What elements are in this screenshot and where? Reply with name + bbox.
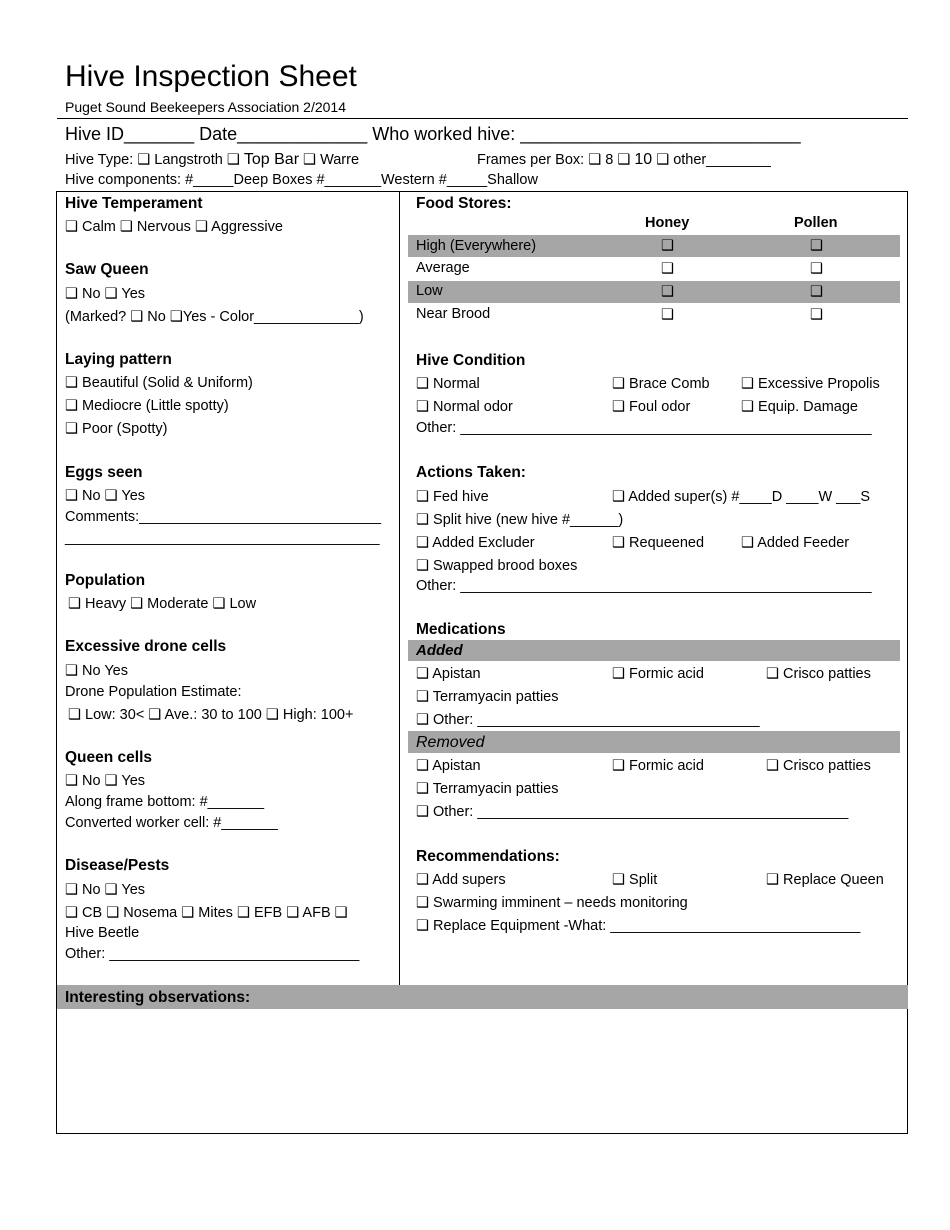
eggs-options[interactable]: ❑ No ❑ Yes [65, 488, 146, 504]
condition-normal-odor[interactable]: ❑ Normal odor [416, 399, 513, 415]
added-other-field[interactable]: ❑ Other: ___________________________________ [416, 712, 760, 728]
rec-add-supers[interactable]: ❑ Add supers [416, 872, 506, 888]
laying-heading: Laying pattern [65, 351, 172, 368]
food-stores-heading: Food Stores: [416, 195, 512, 212]
recommendations-heading: Recommendations: [416, 848, 560, 865]
hive-type-rest[interactable]: ❑ Warre [303, 152, 360, 168]
rec-replace-equipment[interactable]: ❑ Replace Equipment -What: _______________________________ [416, 918, 861, 934]
action-requeened[interactable]: ❑ Requeened [612, 535, 705, 551]
honey-checkbox[interactable]: ❑ [661, 238, 674, 254]
hive-condition-heading: Hive Condition [416, 352, 526, 369]
condition-propolis[interactable]: ❑ Excessive Propolis [741, 376, 880, 392]
action-added-feeder[interactable]: ❑ Added Feeder [741, 535, 850, 551]
disease-other-field[interactable]: Other: _______________________________ [65, 946, 360, 962]
rec-split[interactable]: ❑ Split [612, 872, 658, 888]
medications-heading: Medications [416, 621, 506, 638]
removed-apistan[interactable]: ❑ Apistan [416, 758, 481, 774]
temperament-options[interactable]: ❑ Calm ❑ Nervous ❑ Aggressive [65, 219, 283, 235]
drone-estimate-label: Drone Population Estimate: [65, 684, 242, 700]
frames-rest[interactable]: ❑ other________ [656, 152, 771, 168]
food-row-label: Low [416, 283, 443, 299]
removed-subheading: Removed [416, 734, 485, 751]
eggs-comments[interactable]: Comments:______________________________ [65, 509, 382, 525]
queen-marked-options[interactable]: (Marked? ❑ No ❑Yes - Color_____________) [65, 309, 364, 325]
saw-queen-heading: Saw Queen [65, 261, 149, 278]
added-terramycin[interactable]: ❑ Terramyacin patties [416, 689, 559, 705]
action-swapped-brood[interactable]: ❑ Swapped brood boxes [416, 558, 578, 574]
pollen-checkbox[interactable]: ❑ [810, 238, 823, 254]
page-subtitle: Puget Sound Beekeepers Association 2/2014 [65, 99, 346, 115]
added-apistan[interactable]: ❑ Apistan [416, 666, 481, 682]
disease-list[interactable]: ❑ CB ❑ Nosema ❑ Mites ❑ EFB ❑ AFB ❑ [65, 905, 348, 921]
pollen-checkbox[interactable]: ❑ [810, 261, 823, 277]
header-divider [57, 118, 908, 119]
disease-heading: Disease/Pests [65, 857, 170, 874]
hive-type-label[interactable]: Hive Type: ❑ Langstroth ❑ [65, 152, 240, 168]
removed-terramycin[interactable]: ❑ Terramyacin patties [416, 781, 559, 797]
hive-id-line[interactable]: Hive ID_______ Date_____________ Who worked hive: ____________________________ [65, 124, 801, 144]
removed-other-field[interactable]: ❑ Other: ______________________________________________ [416, 804, 849, 820]
drone-heading: Excessive drone cells [65, 638, 227, 655]
laying-option-poor[interactable]: ❑ Poor (Spotty) [65, 421, 168, 437]
action-split-hive[interactable]: ❑ Split hive (new hive #______) [416, 512, 624, 528]
removed-crisco-patties[interactable]: ❑ Crisco patties [766, 758, 871, 774]
temperament-heading: Hive Temperament [65, 195, 203, 212]
honey-checkbox[interactable]: ❑ [661, 261, 674, 277]
drone-options[interactable]: ❑ No Yes [65, 663, 128, 679]
honey-checkbox[interactable]: ❑ [661, 284, 674, 300]
queen-cells-options[interactable]: ❑ No ❑ Yes [65, 773, 146, 789]
observations-area[interactable] [57, 1009, 907, 1133]
food-row-label: Average [416, 260, 470, 276]
frames-10[interactable]: 10 [634, 151, 653, 168]
condition-equip-damage[interactable]: ❑ Equip. Damage [741, 399, 858, 415]
food-row-label: High (Everywhere) [416, 238, 537, 254]
hive-type-row[interactable] [65, 151, 359, 169]
observations-heading: Interesting observations: [65, 989, 251, 1006]
removed-formic-acid[interactable]: ❑ Formic acid [612, 758, 704, 774]
pollen-checkbox[interactable]: ❑ [810, 284, 823, 300]
frames-label[interactable]: Frames per Box: ❑ 8 ❑ [477, 152, 631, 168]
hive-components[interactable]: Hive components: #_____Deep Boxes #_______Western #_____Shallow [65, 172, 538, 188]
action-added-supers[interactable]: ❑ Added super(s) #____D ____W ___S [612, 489, 871, 505]
disease-options[interactable]: ❑ No ❑ Yes [65, 882, 146, 898]
saw-queen-options[interactable]: ❑ No ❑ Yes [65, 286, 146, 302]
condition-normal[interactable]: ❑ Normal [416, 376, 480, 392]
disease-list-beetle: Hive Beetle [65, 925, 140, 941]
rec-replace-queen[interactable]: ❑ Replace Queen [766, 872, 884, 888]
pollen-column-header: Pollen [794, 215, 838, 231]
added-subheading: Added [416, 642, 463, 659]
eggs-heading: Eggs seen [65, 464, 143, 481]
column-divider [399, 191, 400, 985]
hive-type-topbar[interactable]: Top Bar [243, 151, 300, 168]
condition-brace-comb[interactable]: ❑ Brace Comb [612, 376, 710, 392]
honey-column-header: Honey [645, 215, 690, 231]
food-row-label: Near Brood [416, 306, 491, 322]
honey-checkbox[interactable]: ❑ [661, 307, 674, 323]
action-fed-hive[interactable]: ❑ Fed hive [416, 489, 489, 505]
added-band [408, 640, 900, 661]
added-formic-acid[interactable]: ❑ Formic acid [612, 666, 704, 682]
food-row-band [408, 281, 900, 303]
action-other-field[interactable]: Other: ___________________________________________________ [416, 578, 872, 594]
queen-cells-heading: Queen cells [65, 749, 153, 766]
frame-bottom-field[interactable]: Along frame bottom: #_______ [65, 794, 265, 810]
condition-foul-odor[interactable]: ❑ Foul odor [612, 399, 691, 415]
population-options[interactable]: ❑ Heavy ❑ Moderate ❑ Low [68, 596, 257, 612]
worker-cell-field[interactable]: Converted worker cell: #_______ [65, 815, 278, 831]
population-heading: Population [65, 572, 146, 589]
eggs-comments-line[interactable]: _______________________________________ [65, 530, 380, 546]
action-added-excluder[interactable]: ❑ Added Excluder [416, 535, 535, 551]
added-crisco-patties[interactable]: ❑ Crisco patties [766, 666, 871, 682]
pollen-checkbox[interactable]: ❑ [810, 307, 823, 323]
drone-estimate-levels[interactable]: ❑ Low: 30< ❑ Ave.: 30 to 100 ❑ High: 100+ [68, 707, 354, 723]
rec-swarming[interactable]: ❑ Swarming imminent – needs monitoring [416, 895, 688, 911]
actions-heading: Actions Taken: [416, 464, 526, 481]
condition-other-field[interactable]: Other: ___________________________________________________ [416, 420, 872, 436]
laying-option-mediocre[interactable]: ❑ Mediocre (Little spotty) [65, 398, 229, 414]
page-title: Hive Inspection Sheet [65, 60, 357, 93]
laying-option-beautiful[interactable]: ❑ Beautiful (Solid & Uniform) [65, 375, 253, 391]
frames-row[interactable] [477, 151, 771, 169]
